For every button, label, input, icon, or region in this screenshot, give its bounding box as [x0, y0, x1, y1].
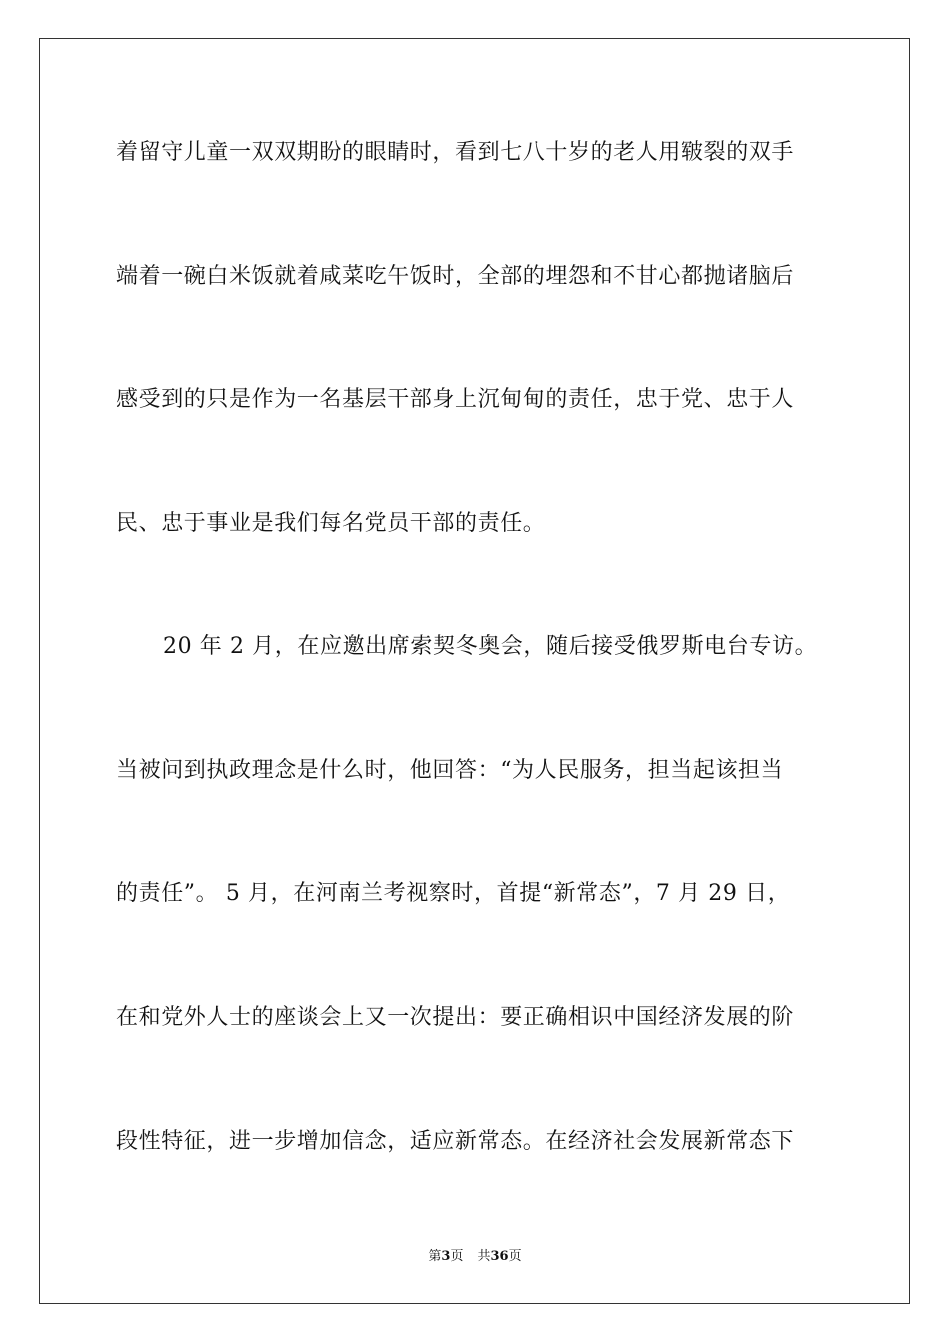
total-suffix: 页 [508, 1249, 522, 1264]
body-text-line: 着留守儿童一双双期盼的眼睛时，看到七八十岁的老人用皲裂的双手 [116, 140, 795, 165]
page-prefix: 第 [428, 1249, 442, 1264]
page-frame [39, 38, 910, 1304]
body-text-line: 段性特征，进一步增加信念，适应新常态。在经济社会发展新常态下 [116, 1129, 795, 1154]
total-pages: 36 [490, 1249, 509, 1264]
body-text-line: 当被问到执政理念是什么时，他回答：“为人民服务，担当起该担当 [116, 758, 784, 783]
page-suffix: 页 [450, 1249, 464, 1264]
total-prefix: 共 [477, 1249, 491, 1264]
body-text-line: 在和党外人士的座谈会上又一次提出：要正确相识中国经济发展的阶 [116, 1005, 795, 1030]
body-text-line: 的责任”。 5 月，在河南兰考视察时，首提“新常态”，7 月 29 日， [116, 881, 791, 906]
paragraph-first-line: 20 年 2 月，在应邀出席索契冬奥会，随后接受俄罗斯电台专访。 [163, 634, 818, 659]
page-number: 3 [441, 1249, 451, 1264]
body-text-line: 民、忠于事业是我们每名党员干部的责任。 [116, 511, 546, 536]
body-text-line: 端着一碗白米饭就着咸菜吃午饭时，全部的埋怨和不甘心都抛诸脑后 [116, 264, 795, 289]
page-footer [0, 1248, 950, 1266]
body-text-line: 感受到的只是作为一名基层干部身上沉甸甸的责任，忠于党、忠于人 [116, 387, 795, 412]
